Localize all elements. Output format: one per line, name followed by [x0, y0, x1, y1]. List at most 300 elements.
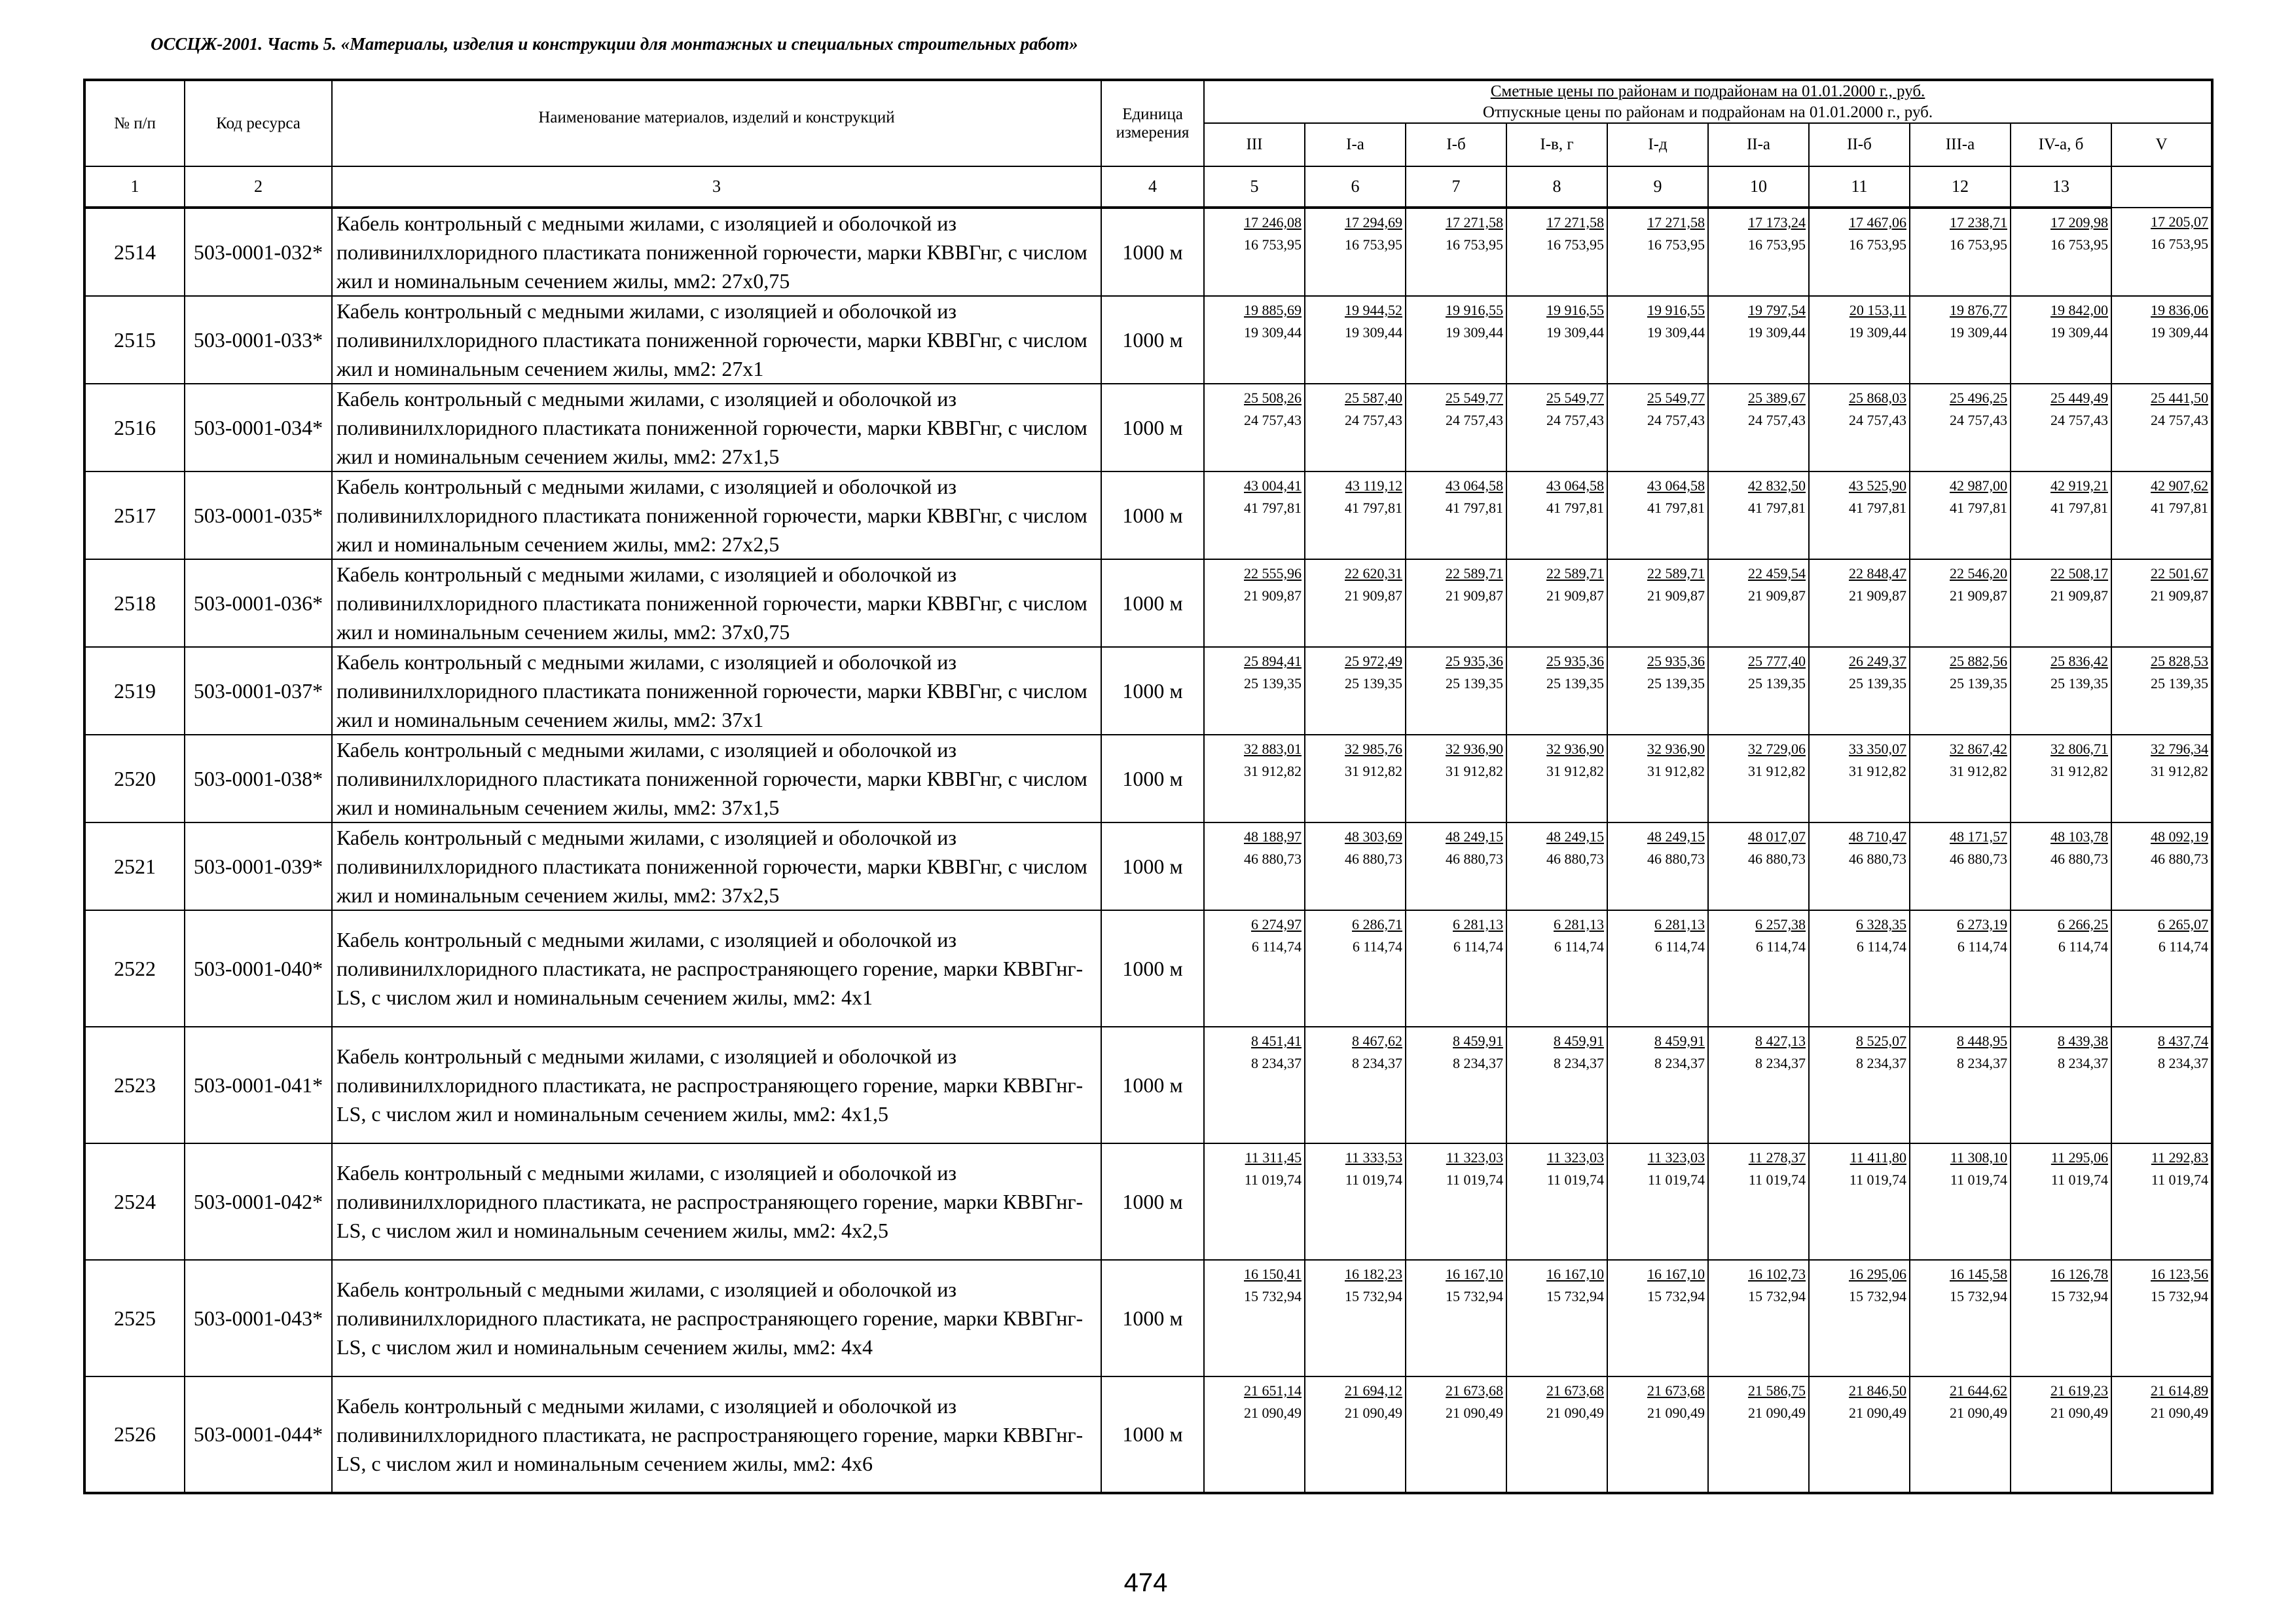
estimated-price: 6 273,19 — [1957, 916, 2007, 932]
wholesale-price: 15 732,94 — [2050, 1288, 2108, 1304]
price-cell — [1910, 735, 2011, 822]
price-cell — [1506, 559, 1607, 647]
wholesale-price: 24 757,43 — [1748, 412, 1806, 428]
header-prices — [1204, 80, 2212, 123]
estimated-price: 19 836,06 — [2151, 302, 2209, 318]
price-cell — [1910, 647, 2011, 735]
price-cell — [1506, 1143, 1607, 1260]
material-name: Кабель контрольный с медными жилами, с изоляцией и оболочкой из поливинилхлоридного пластиката, не распространяющего горение, марки КВВГнг-LS, с числом жил и номинальным сечением жилы, мм2: 4х6 — [332, 1376, 1101, 1493]
estimated-price: 21 846,50 — [1849, 1382, 1906, 1399]
wholesale-price: 21 090,49 — [2050, 1405, 2108, 1421]
estimated-price: 19 916,55 — [1446, 302, 1503, 318]
price-cell — [1305, 208, 1406, 296]
table-row — [84, 208, 2212, 296]
table-row — [84, 384, 2212, 471]
price-cell — [1607, 1376, 1708, 1493]
price-cell — [1708, 647, 1809, 735]
column-number: 2 — [185, 166, 332, 208]
wholesale-price: 15 732,94 — [2151, 1288, 2209, 1304]
wholesale-price: 15 732,94 — [1950, 1288, 2007, 1304]
wholesale-price: 41 797,81 — [1748, 500, 1806, 516]
estimated-price: 42 907,62 — [2151, 477, 2209, 494]
estimated-price: 16 182,23 — [1345, 1266, 1402, 1282]
material-name: Кабель контрольный с медными жилами, с изоляцией и оболочкой из поливинилхлоридного пластиката, не распространяющего горение, марки КВВГнг-LS, с числом жил и номинальным сечением жилы, мм2: 4х1,5 — [332, 1027, 1101, 1143]
wholesale-price: 31 912,82 — [1647, 763, 1705, 779]
resource-code: 503-0001-040* — [185, 910, 332, 1027]
wholesale-price: 6 114,74 — [1957, 938, 2007, 955]
row-number: 2522 — [84, 910, 185, 1027]
price-cell — [2111, 1143, 2212, 1260]
wholesale-price: 41 797,81 — [1950, 500, 2007, 516]
wholesale-price: 21 909,87 — [2050, 587, 2108, 604]
wholesale-price: 19 309,44 — [1244, 324, 1302, 341]
wholesale-price: 24 757,43 — [1647, 412, 1705, 428]
wholesale-price: 16 753,95 — [1748, 236, 1806, 253]
wholesale-price: 8 234,37 — [1352, 1055, 1402, 1071]
estimated-price: 16 126,78 — [2050, 1266, 2108, 1282]
unit-of-measure: 1000 м — [1101, 1260, 1204, 1376]
wholesale-price: 31 912,82 — [1849, 763, 1906, 779]
estimated-price: 22 589,71 — [1546, 565, 1604, 581]
estimated-price: 16 123,56 — [2151, 1266, 2209, 1282]
estimated-price: 43 004,41 — [1244, 477, 1302, 494]
price-cell — [1607, 1143, 1708, 1260]
estimated-price: 6 266,25 — [2058, 916, 2108, 932]
wholesale-price: 31 912,82 — [1950, 763, 2007, 779]
estimated-price: 25 972,49 — [1345, 653, 1402, 669]
estimated-price: 16 102,73 — [1748, 1266, 1806, 1282]
wholesale-price: 19 309,44 — [2050, 324, 2108, 341]
wholesale-price: 8 234,37 — [2158, 1055, 2209, 1071]
estimated-price: 8 439,38 — [2058, 1033, 2108, 1049]
price-cell — [1406, 471, 1506, 559]
unit-of-measure: 1000 м — [1101, 910, 1204, 1027]
wholesale-price: 46 880,73 — [1950, 851, 2007, 867]
estimated-price: 17 246,08 — [1244, 214, 1302, 231]
estimated-price: 6 257,38 — [1755, 916, 1806, 932]
header-code: Код ресурса — [185, 80, 332, 166]
estimated-price: 43 525,90 — [1849, 477, 1906, 494]
price-cell — [1910, 471, 2011, 559]
wholesale-price: 8 234,37 — [1755, 1055, 1806, 1071]
price-cell — [1708, 208, 1809, 296]
wholesale-price: 46 880,73 — [1546, 851, 1604, 867]
estimated-price: 43 064,58 — [1546, 477, 1604, 494]
estimated-price: 25 496,25 — [1950, 390, 2007, 406]
table-row — [84, 471, 2212, 559]
price-cell — [1607, 735, 1708, 822]
wholesale-price: 31 912,82 — [1446, 763, 1503, 779]
region-header: III-а — [1910, 123, 2011, 166]
price-cell — [1204, 1376, 1305, 1493]
price-cell — [1708, 559, 1809, 647]
estimated-price: 42 832,50 — [1748, 477, 1806, 494]
wholesale-price: 41 797,81 — [1546, 500, 1604, 516]
material-name: Кабель контрольный с медными жилами, с изоляцией и оболочкой из поливинилхлоридного пластиката пониженной горючести, марки КВВГнг, с числом жил и номинальным сечением жилы, мм2: 37х1 — [332, 647, 1101, 735]
price-cell — [1809, 1260, 1910, 1376]
price-cell — [1708, 296, 1809, 384]
price-cell — [1607, 296, 1708, 384]
estimated-price: 25 549,77 — [1446, 390, 1503, 406]
price-cell — [1910, 208, 2011, 296]
row-number: 2526 — [84, 1376, 185, 1493]
header-prices-otpusk: Отпускные цены по районам и подрайонам на 01.01.2000 г., руб. — [1482, 103, 1933, 121]
price-cell — [1607, 1260, 1708, 1376]
estimated-price: 17 205,07 — [2151, 213, 2209, 230]
wholesale-price: 41 797,81 — [2050, 500, 2108, 516]
unit-of-measure: 1000 м — [1101, 822, 1204, 910]
header-num: № п/п — [84, 80, 185, 166]
wholesale-price: 19 309,44 — [2151, 324, 2209, 341]
estimated-price: 48 249,15 — [1647, 828, 1705, 845]
region-header: II-а — [1708, 123, 1809, 166]
column-number: 3 — [332, 166, 1101, 208]
table-row — [84, 1260, 2212, 1376]
wholesale-price: 21 909,87 — [1748, 587, 1806, 604]
price-cell — [2011, 822, 2111, 910]
column-number: 12 — [1910, 166, 2011, 208]
price-cell — [1809, 384, 1910, 471]
estimated-price: 16 150,41 — [1244, 1266, 1302, 1282]
column-number: 11 — [1809, 166, 1910, 208]
price-cell — [2111, 735, 2212, 822]
estimated-price: 11 311,45 — [1245, 1149, 1302, 1166]
wholesale-price: 21 909,87 — [2151, 587, 2209, 604]
wholesale-price: 41 797,81 — [1849, 500, 1906, 516]
price-table — [83, 79, 2214, 1494]
row-number: 2524 — [84, 1143, 185, 1260]
price-cell — [1607, 910, 1708, 1027]
price-cell — [2011, 559, 2111, 647]
price-cell — [1809, 647, 1910, 735]
wholesale-price: 31 912,82 — [1748, 763, 1806, 779]
price-cell — [1708, 384, 1809, 471]
estimated-price: 21 673,68 — [1647, 1382, 1705, 1399]
price-cell — [1708, 910, 1809, 1027]
estimated-price: 22 589,71 — [1446, 565, 1503, 581]
price-cell — [1506, 1027, 1607, 1143]
price-cell — [1708, 822, 1809, 910]
region-header: III — [1204, 123, 1305, 166]
wholesale-price: 24 757,43 — [1244, 412, 1302, 428]
price-cell — [1305, 910, 1406, 1027]
wholesale-price: 41 797,81 — [2151, 500, 2209, 516]
header-unit: Единица измерения — [1101, 80, 1204, 166]
wholesale-price: 46 880,73 — [1849, 851, 1906, 867]
wholesale-price: 11 019,74 — [1345, 1172, 1402, 1188]
price-cell — [1406, 822, 1506, 910]
wholesale-price: 21 909,87 — [1647, 587, 1705, 604]
wholesale-price: 11 019,74 — [1244, 1172, 1302, 1188]
estimated-price: 48 188,97 — [1244, 828, 1302, 845]
price-cell — [1809, 471, 1910, 559]
estimated-price: 16 295,06 — [1849, 1266, 1906, 1282]
estimated-price: 32 883,01 — [1244, 741, 1302, 757]
estimated-price: 32 729,06 — [1748, 741, 1806, 757]
price-cell — [1506, 910, 1607, 1027]
wholesale-price: 11 019,74 — [1546, 1172, 1604, 1188]
price-cell — [1607, 1027, 1708, 1143]
wholesale-price: 31 912,82 — [2151, 763, 2209, 779]
wholesale-price: 46 880,73 — [1244, 851, 1302, 867]
region-header: IV-а, б — [2011, 123, 2111, 166]
estimated-price: 6 281,13 — [1654, 916, 1705, 932]
estimated-price: 22 620,31 — [1345, 565, 1402, 581]
estimated-price: 48 017,07 — [1748, 828, 1806, 845]
price-cell — [2111, 1027, 2212, 1143]
price-cell — [1506, 296, 1607, 384]
estimated-price: 25 508,26 — [1244, 390, 1302, 406]
wholesale-price: 24 757,43 — [2151, 412, 2209, 428]
wholesale-price: 16 753,95 — [1647, 236, 1705, 253]
estimated-price: 42 919,21 — [2050, 477, 2108, 494]
column-number: 10 — [1708, 166, 1809, 208]
wholesale-price: 11 019,74 — [1647, 1172, 1705, 1188]
estimated-price: 25 935,36 — [1446, 653, 1503, 669]
price-cell — [2011, 296, 2111, 384]
price-cell — [1506, 647, 1607, 735]
price-cell — [1607, 384, 1708, 471]
wholesale-price: 6 114,74 — [1856, 938, 1906, 955]
wholesale-price: 19 309,44 — [1446, 324, 1503, 341]
estimated-price: 16 167,10 — [1647, 1266, 1705, 1282]
wholesale-price: 25 139,35 — [2151, 675, 2209, 692]
wholesale-price: 21 090,49 — [2151, 1405, 2209, 1421]
table-row — [84, 1143, 2212, 1260]
estimated-price: 25 828,53 — [2151, 653, 2209, 669]
price-cell — [2111, 1260, 2212, 1376]
price-cell — [1506, 208, 1607, 296]
wholesale-price: 25 139,35 — [1546, 675, 1604, 692]
price-cell — [1406, 647, 1506, 735]
wholesale-price: 16 753,95 — [1849, 236, 1906, 253]
price-cell — [1607, 822, 1708, 910]
unit-of-measure: 1000 м — [1101, 559, 1204, 647]
price-cell — [1708, 1376, 1809, 1493]
estimated-price: 19 797,54 — [1748, 302, 1806, 318]
estimated-price: 11 323,03 — [1546, 1149, 1604, 1166]
estimated-price: 21 651,14 — [1244, 1382, 1302, 1399]
wholesale-price: 11 019,74 — [2050, 1172, 2108, 1188]
resource-code: 503-0001-043* — [185, 1260, 332, 1376]
estimated-price: 22 508,17 — [2050, 565, 2108, 581]
price-cell — [2111, 296, 2212, 384]
unit-of-measure: 1000 м — [1101, 735, 1204, 822]
wholesale-price: 21 090,49 — [1950, 1405, 2007, 1421]
price-cell — [1305, 1027, 1406, 1143]
price-cell — [2011, 910, 2111, 1027]
page-number: 474 — [1123, 1568, 1168, 1597]
wholesale-price: 21 909,87 — [1345, 587, 1402, 604]
price-cell — [1506, 1376, 1607, 1493]
wholesale-price: 15 732,94 — [1446, 1288, 1503, 1304]
table-row — [84, 1027, 2212, 1143]
price-cell — [1406, 208, 1506, 296]
estimated-price: 11 292,83 — [2151, 1149, 2209, 1166]
estimated-price: 25 935,36 — [1546, 653, 1604, 669]
estimated-price: 22 589,71 — [1647, 565, 1705, 581]
estimated-price: 17 467,06 — [1849, 214, 1906, 231]
price-cell — [1910, 1143, 2011, 1260]
wholesale-price: 21 090,49 — [1345, 1405, 1402, 1421]
price-cell — [2011, 1143, 2111, 1260]
price-cell — [1305, 735, 1406, 822]
estimated-price: 32 796,34 — [2151, 741, 2209, 757]
estimated-price: 25 777,40 — [1748, 653, 1806, 669]
estimated-price: 17 238,71 — [1950, 214, 2007, 231]
row-number: 2521 — [84, 822, 185, 910]
price-cell — [1809, 1143, 1910, 1260]
estimated-price: 22 546,20 — [1950, 565, 2007, 581]
estimated-price: 11 295,06 — [2050, 1149, 2108, 1166]
price-cell — [1204, 296, 1305, 384]
price-cell — [1708, 1143, 1809, 1260]
wholesale-price: 15 732,94 — [1647, 1288, 1705, 1304]
price-cell — [2011, 1376, 2111, 1493]
wholesale-price: 19 309,44 — [1950, 324, 2007, 341]
wholesale-price: 21 909,87 — [1849, 587, 1906, 604]
price-cell — [1204, 735, 1305, 822]
estimated-price: 25 449,49 — [2050, 390, 2108, 406]
price-cell — [1910, 1376, 2011, 1493]
estimated-price: 21 673,68 — [1446, 1382, 1503, 1399]
wholesale-price: 6 114,74 — [1251, 938, 1302, 955]
price-cell — [2011, 384, 2111, 471]
region-header: V — [2111, 123, 2212, 166]
wholesale-price: 6 114,74 — [2058, 938, 2108, 955]
price-cell — [1406, 296, 1506, 384]
price-cell — [1204, 1027, 1305, 1143]
price-cell — [1305, 559, 1406, 647]
price-cell — [1607, 559, 1708, 647]
estimated-price: 8 437,74 — [2158, 1033, 2209, 1049]
estimated-price: 11 278,37 — [1748, 1149, 1806, 1166]
price-cell — [1204, 1260, 1305, 1376]
wholesale-price: 21 090,49 — [1849, 1405, 1906, 1421]
estimated-price: 22 848,47 — [1849, 565, 1906, 581]
price-cell — [1506, 471, 1607, 559]
price-cell — [1204, 208, 1305, 296]
row-number: 2514 — [84, 208, 185, 296]
estimated-price: 22 555,96 — [1244, 565, 1302, 581]
row-number: 2519 — [84, 647, 185, 735]
price-cell — [2111, 471, 2212, 559]
estimated-price: 21 673,68 — [1546, 1382, 1604, 1399]
wholesale-price: 16 753,95 — [1244, 236, 1302, 253]
estimated-price: 8 448,95 — [1957, 1033, 2007, 1049]
table-row — [84, 559, 2212, 647]
wholesale-price: 11 019,74 — [1748, 1172, 1806, 1188]
price-cell — [1305, 1376, 1406, 1493]
estimated-price: 8 459,91 — [1453, 1033, 1503, 1049]
price-cell — [1809, 910, 1910, 1027]
region-header: I-а — [1305, 123, 1406, 166]
header-name: Наименование материалов, изделий и конструкций — [332, 80, 1101, 166]
wholesale-price: 8 234,37 — [1251, 1055, 1302, 1071]
estimated-price: 8 427,13 — [1755, 1033, 1806, 1049]
estimated-price: 21 694,12 — [1345, 1382, 1402, 1399]
estimated-price: 11 323,03 — [1647, 1149, 1705, 1166]
estimated-price: 17 271,58 — [1446, 214, 1503, 231]
wholesale-price: 19 309,44 — [1647, 324, 1705, 341]
wholesale-price: 21 090,49 — [1546, 1405, 1604, 1421]
column-number: 1 — [84, 166, 185, 208]
wholesale-price: 11 019,74 — [2151, 1172, 2209, 1188]
price-cell — [1406, 1027, 1506, 1143]
column-number: 8 — [1506, 166, 1607, 208]
price-cell — [1406, 1260, 1506, 1376]
estimated-price: 32 806,71 — [2050, 741, 2108, 757]
price-cell — [1910, 559, 2011, 647]
table-row — [84, 1376, 2212, 1493]
region-header: I-б — [1406, 123, 1506, 166]
price-cell — [1406, 910, 1506, 1027]
column-number: 5 — [1204, 166, 1305, 208]
estimated-price: 6 328,35 — [1856, 916, 1906, 932]
price-cell — [2011, 1027, 2111, 1143]
column-number-row — [84, 166, 2212, 208]
price-cell — [2111, 384, 2212, 471]
price-cell — [1305, 296, 1406, 384]
price-cell — [1406, 559, 1506, 647]
estimated-price: 20 153,11 — [1849, 302, 1906, 318]
price-cell — [1406, 384, 1506, 471]
wholesale-price: 25 139,35 — [1446, 675, 1503, 692]
wholesale-price: 25 139,35 — [1849, 675, 1906, 692]
material-name: Кабель контрольный с медными жилами, с изоляцией и оболочкой из поливинилхлоридного пластиката, не распространяющего горение, марки КВВГнг-LS, с числом жил и номинальным сечением жилы, мм2: 4х2,5 — [332, 1143, 1101, 1260]
price-cell — [1607, 471, 1708, 559]
estimated-price: 48 092,19 — [2151, 828, 2209, 845]
price-cell — [1607, 647, 1708, 735]
price-cell — [1204, 384, 1305, 471]
estimated-price: 16 167,10 — [1546, 1266, 1604, 1282]
wholesale-price: 46 880,73 — [1345, 851, 1402, 867]
unit-of-measure: 1000 м — [1101, 1027, 1204, 1143]
estimated-price: 16 145,58 — [1950, 1266, 2007, 1282]
wholesale-price: 15 732,94 — [1748, 1288, 1806, 1304]
wholesale-price: 46 880,73 — [1647, 851, 1705, 867]
price-cell — [1204, 559, 1305, 647]
estimated-price: 8 459,91 — [1554, 1033, 1604, 1049]
resource-code: 503-0001-041* — [185, 1027, 332, 1143]
price-cell — [2011, 647, 2111, 735]
price-cell — [2111, 910, 2212, 1027]
resource-code: 503-0001-042* — [185, 1143, 332, 1260]
row-number: 2525 — [84, 1260, 185, 1376]
wholesale-price: 6 114,74 — [1352, 938, 1402, 955]
price-cell — [2111, 822, 2212, 910]
resource-code: 503-0001-036* — [185, 559, 332, 647]
row-number: 2516 — [84, 384, 185, 471]
price-cell — [1708, 471, 1809, 559]
estimated-price: 21 586,75 — [1748, 1382, 1806, 1399]
price-cell — [1708, 1027, 1809, 1143]
estimated-price: 48 249,15 — [1546, 828, 1604, 845]
wholesale-price: 16 753,95 — [2050, 236, 2108, 253]
wholesale-price: 24 757,43 — [1546, 412, 1604, 428]
estimated-price: 17 294,69 — [1345, 214, 1402, 231]
price-cell — [1305, 647, 1406, 735]
estimated-price: 25 549,77 — [1647, 390, 1705, 406]
wholesale-price: 6 114,74 — [1654, 938, 1705, 955]
wholesale-price: 16 753,95 — [1446, 236, 1503, 253]
price-cell — [1305, 1143, 1406, 1260]
wholesale-price: 21 909,87 — [1950, 587, 2007, 604]
resource-code: 503-0001-032* — [185, 208, 332, 296]
wholesale-price: 46 880,73 — [1748, 851, 1806, 867]
row-number: 2515 — [84, 296, 185, 384]
wholesale-price: 11 019,74 — [1950, 1172, 2007, 1188]
